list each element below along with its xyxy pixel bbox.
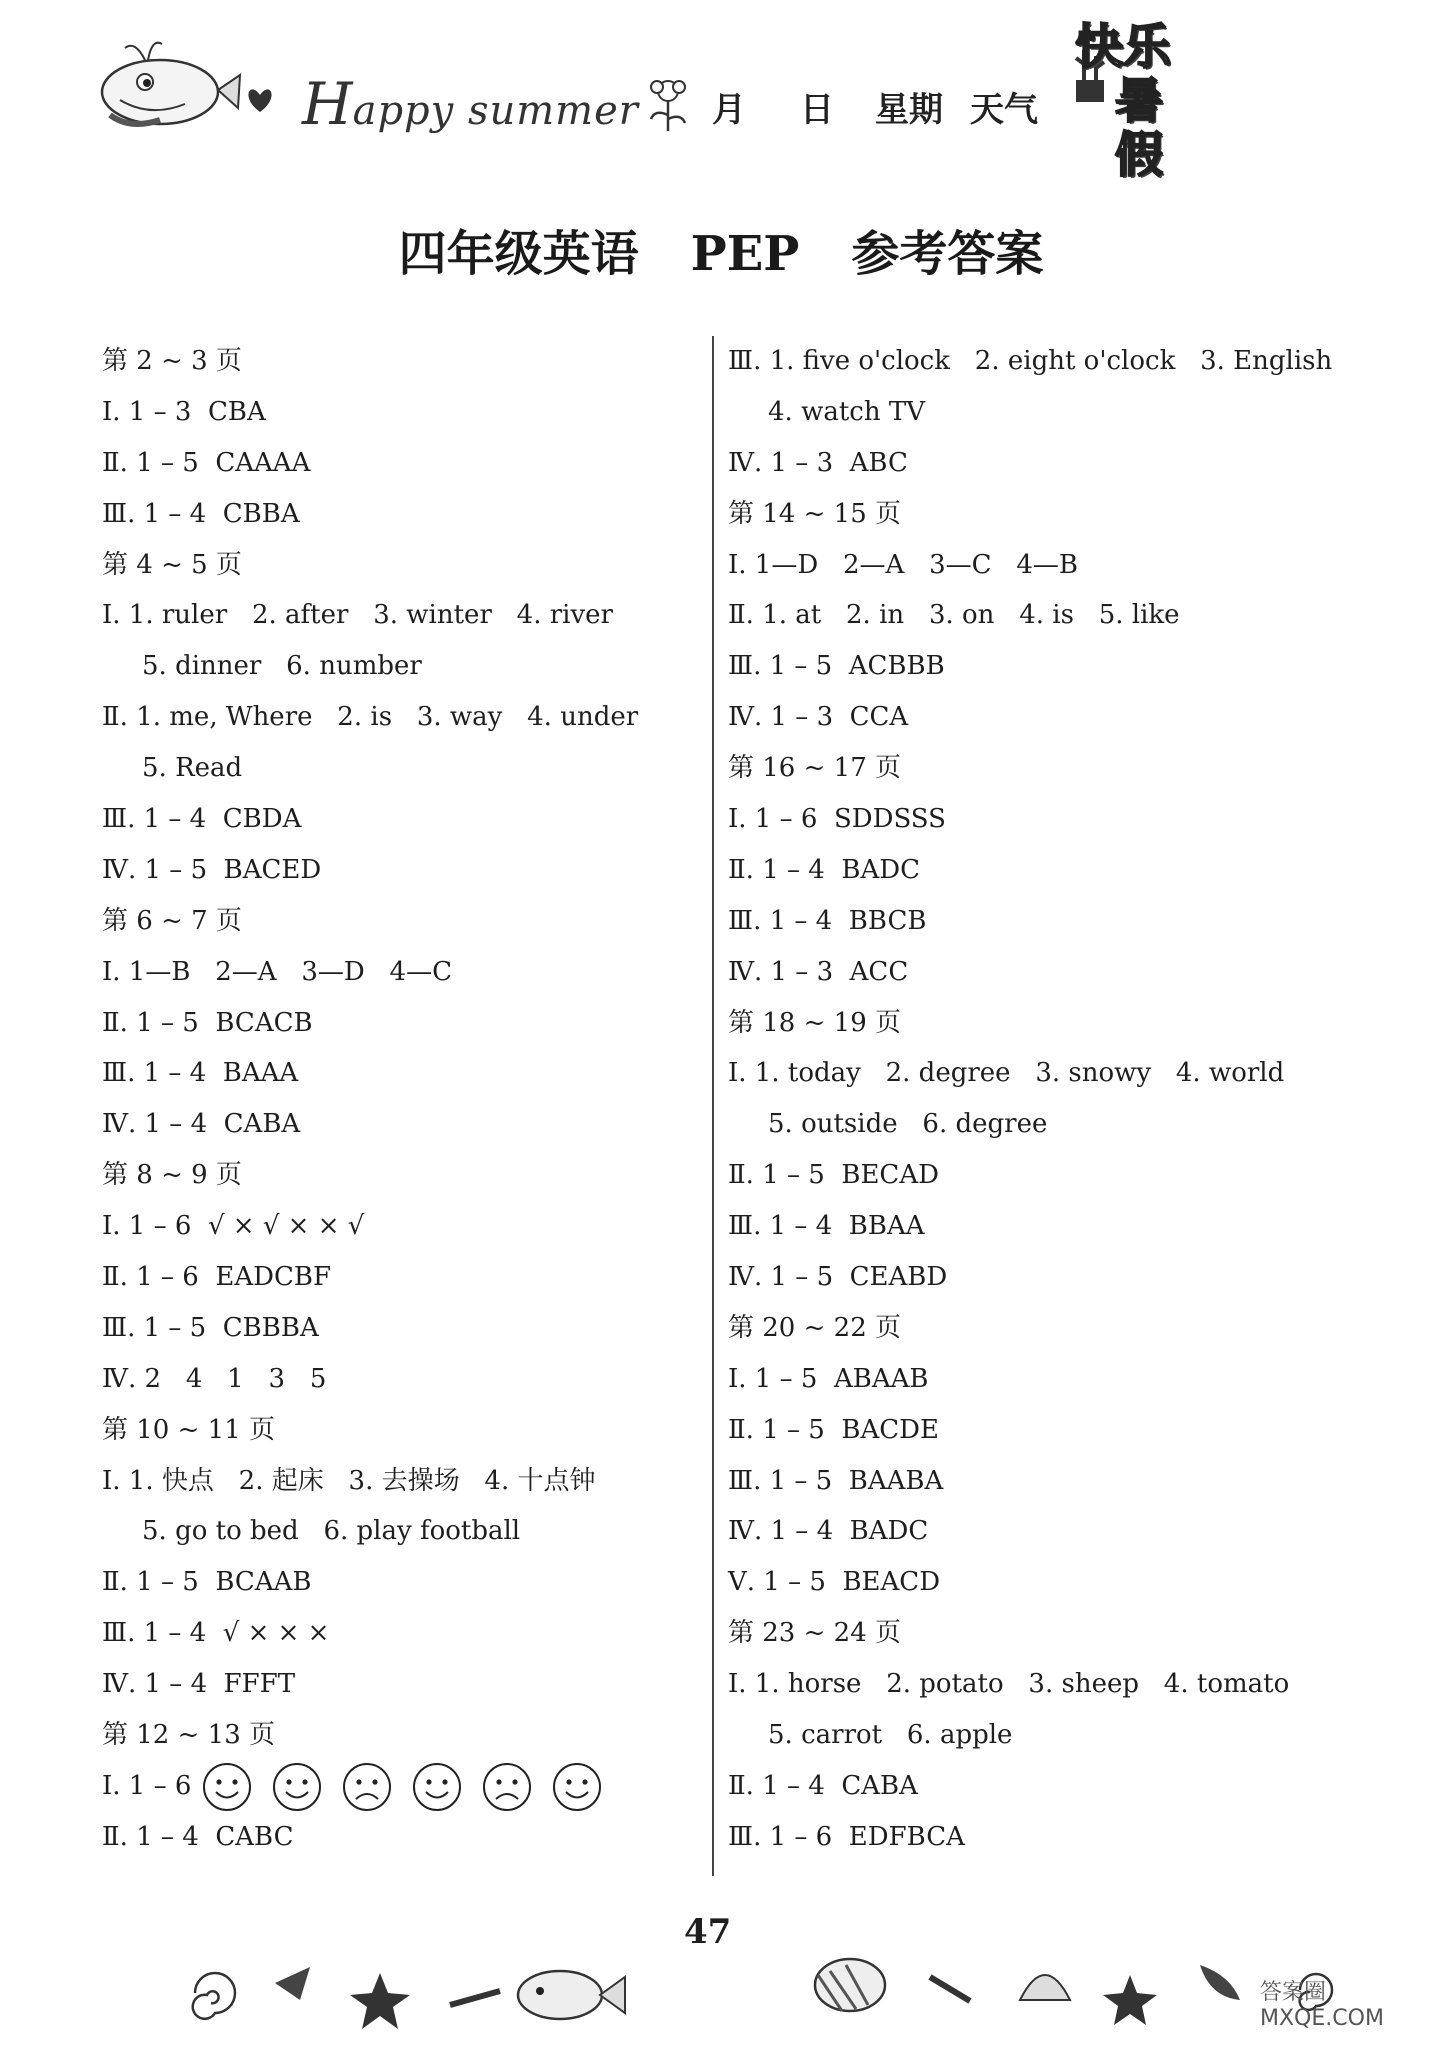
answer-line (102, 336, 692, 387)
page-title (0, 215, 1442, 284)
answer-line (728, 1608, 1328, 1659)
answer-text: Ⅲ. 1 – 5 ACBBB (728, 651, 945, 682)
answer-line (102, 1048, 692, 1099)
answer-line (728, 1405, 1328, 1456)
happy-summer-text: appy summer (352, 88, 639, 134)
answer-text: Ⅲ. 1 – 4 √ × × × (102, 1618, 330, 1649)
answer-line (102, 1557, 692, 1608)
answer-line (728, 1761, 1328, 1812)
answer-text: Ⅲ. 1 – 4 CBBA (102, 498, 300, 529)
answer-line (102, 1506, 692, 1557)
scallop-icon (1020, 1975, 1070, 2000)
answer-line (102, 1710, 692, 1761)
whale-heart-decoration-icon (90, 20, 290, 140)
answer-line (728, 1099, 1328, 1150)
answer-text: Ⅰ. 1. ruler 2. after 3. winter 4. river (102, 600, 613, 631)
answer-text: Ⅰ. 1. horse 2. potato 3. sheep 4. tomato (728, 1669, 1290, 1700)
answer-line (102, 438, 692, 489)
starfish-icon (350, 1973, 410, 2029)
conch-icon-2 (930, 1977, 970, 2001)
answer-text: Ⅰ. 1—B 2—A 3—D 4—C (102, 956, 452, 987)
starfish-icon-2 (1103, 1975, 1157, 2025)
face-answers (201, 1761, 621, 1813)
answer-text: Ⅱ. 1 – 5 BECAD (728, 1160, 939, 1191)
answer-line (102, 1201, 692, 1252)
answer-text: Ⅱ. 1 – 4 BADC (728, 854, 920, 885)
answer-line (728, 1506, 1328, 1557)
answer-text: Ⅱ. 1 – 6 EADCBF (102, 1262, 331, 1293)
answer-line (102, 1761, 692, 1812)
answer-text: Ⅳ. 1 – 3 ABC (728, 447, 908, 478)
answer-line (102, 1812, 692, 1863)
answer-text: Ⅱ. 1. me, Where 2. is 3. way 4. under (102, 702, 639, 733)
answer-text: 5. carrot 6. apple (768, 1720, 1013, 1751)
month-label: 月 (712, 90, 746, 130)
answer-text: 5. outside 6. degree (768, 1109, 1048, 1140)
answer-line (728, 540, 1328, 591)
answer-line (102, 489, 692, 540)
answer-text: 第 23 ~ 24 页 (728, 1618, 902, 1649)
answer-text: 第 18 ~ 19 页 (728, 1007, 902, 1038)
answer-line (102, 1659, 692, 1710)
answer-line (728, 1710, 1328, 1761)
answer-line (102, 743, 692, 794)
title-edition: PEP (690, 226, 800, 282)
smiley-face-icon (201, 1761, 253, 1813)
answer-text: Ⅳ. 2 4 1 3 5 (102, 1363, 327, 1394)
answer-line (102, 590, 692, 641)
answer-line (102, 947, 692, 998)
answer-line (728, 1557, 1328, 1608)
answer-line (728, 641, 1328, 692)
answer-line (102, 998, 692, 1049)
answer-text: Ⅲ. 1 – 6 EDFBCA (728, 1821, 965, 1852)
answer-line (102, 692, 692, 743)
answer-text: Ⅱ. 1 – 5 BACDE (728, 1414, 939, 1445)
answer-text: Ⅲ. 1 – 5 CBBBA (102, 1312, 319, 1343)
flower-icon (645, 75, 691, 135)
answer-line (102, 1405, 692, 1456)
answer-line (102, 1099, 692, 1150)
answer-line (102, 1608, 692, 1659)
answer-text: 5. dinner 6. number (142, 651, 422, 682)
answer-text: Ⅳ. 1 – 4 CABA (102, 1109, 301, 1140)
answer-line (728, 845, 1328, 896)
answer-text: 第 12 ~ 13 页 (102, 1720, 276, 1751)
answer-line (728, 1150, 1328, 1201)
answer-text: Ⅰ. 1—D 2—A 3—C 4—B (728, 549, 1078, 580)
answer-text: 4. watch TV (768, 396, 925, 427)
answer-text: Ⅱ. 1 – 5 BCAAB (102, 1567, 312, 1598)
answer-text: Ⅳ. 1 – 5 CEABD (728, 1262, 948, 1293)
answer-text: Ⅰ. 1 – 6 √ × √ × × √ (102, 1211, 365, 1242)
answer-text: Ⅲ. 1 – 4 BBCB (728, 905, 927, 936)
answer-text: Ⅲ. 1 – 4 BAAA (102, 1058, 299, 1089)
answer-line (728, 336, 1333, 387)
answer-text: 第 6 ~ 7 页 (102, 905, 242, 936)
mussel-icon (1200, 1965, 1240, 2000)
column-divider (712, 336, 714, 1876)
answer-text: 第 8 ~ 9 页 (102, 1160, 242, 1191)
day-label: 日 (800, 90, 834, 130)
right-answer-column (728, 336, 1333, 1863)
smiley-face-icon (411, 1761, 463, 1813)
answer-text: Ⅱ. 1 – 4 CABA (728, 1770, 918, 1801)
answer-text: Ⅳ. 1 – 4 BADC (728, 1516, 929, 1547)
answer-line (728, 489, 1328, 540)
sad-face-icon (341, 1761, 393, 1813)
answer-line (728, 998, 1328, 1049)
answer-text: Ⅱ. 1 – 5 CAAAA (102, 447, 311, 478)
answer-text: Ⅰ. 1 – 3 CBA (102, 396, 266, 427)
sad-face-icon (481, 1761, 533, 1813)
answer-line (102, 540, 692, 591)
answer-text: 5. Read (142, 753, 243, 784)
weather-label: 天气 (970, 90, 1038, 130)
answer-line (728, 743, 1328, 794)
answer-text: Ⅳ. 1 – 3 ACC (728, 956, 909, 987)
answer-line (728, 692, 1328, 743)
answer-text: Ⅲ. 1. five o'clock 2. eight o'clock 3. English (728, 346, 1333, 376)
watermark: 答案圈 MXQE.COM (1260, 1980, 1384, 2031)
answer-line (728, 1659, 1328, 1710)
weekday-label: 星期 (875, 90, 943, 130)
answer-line (728, 1252, 1328, 1303)
answer-text: Ⅲ. 1 – 4 BBAA (728, 1211, 925, 1242)
title-answers: 参考答案 (851, 226, 1044, 282)
answer-line (102, 1252, 692, 1303)
answer-text: 第 4 ~ 5 页 (102, 549, 242, 580)
answer-text: 第 2 ~ 3 页 (102, 346, 242, 376)
answer-line (102, 794, 692, 845)
answer-text: 第 20 ~ 22 页 (728, 1312, 902, 1343)
happy-summer-initial: H (302, 70, 353, 138)
answer-line (728, 590, 1328, 641)
spiral-shell-icon (450, 1991, 500, 2005)
answer-line (102, 387, 692, 438)
answer-line (102, 1150, 692, 1201)
smiley-face-icon (551, 1761, 603, 1813)
answer-line (728, 947, 1328, 998)
answer-text: Ⅲ. 1 – 4 CBDA (102, 804, 302, 835)
answer-text: Ⅰ. 1 – 6 SDDSSS (728, 804, 946, 835)
answer-line (728, 438, 1328, 489)
answer-text: 第 16 ~ 17 页 (728, 753, 902, 784)
answer-text: Ⅳ. 1 – 3 CCA (728, 702, 909, 733)
answer-line (728, 1201, 1328, 1252)
answer-text: Ⅳ. 1 – 4 FFFT (102, 1669, 296, 1700)
answer-text: 5. go to bed 6. play football (142, 1516, 521, 1547)
fish-icon (518, 1971, 625, 2019)
answer-line (728, 896, 1328, 947)
answer-text: 第 14 ~ 15 页 (728, 498, 902, 529)
smiley-face-icon (271, 1761, 323, 1813)
answer-line (728, 1048, 1328, 1099)
title-subject: 四年级英语 (398, 226, 639, 282)
answer-line (728, 1812, 1328, 1863)
answer-line (102, 1456, 692, 1507)
answer-text: Ⅲ. 1 – 5 BAABA (728, 1465, 944, 1496)
answer-line (728, 794, 1328, 845)
answer-line (102, 845, 692, 896)
answer-line (728, 1303, 1328, 1354)
conch-icon (275, 1967, 310, 2000)
answer-text: Ⅳ. 1 – 5 BACED (102, 854, 322, 885)
answer-text: Ⅱ. 1. at 2. in 3. on 4. is 5. like (728, 600, 1180, 631)
answer-text: Ⅴ. 1 – 5 BEACD (728, 1567, 941, 1598)
happy-holiday-logo (1075, 20, 1205, 182)
answer-text: 第 10 ~ 11 页 (102, 1414, 276, 1445)
answer-line (102, 896, 692, 947)
answer-text: Ⅰ. 1. 快点 2. 起床 3. 去操场 4. 十点钟 (102, 1465, 596, 1496)
answer-line (728, 1354, 1328, 1405)
tropical-fish-icon (815, 1959, 885, 2011)
happy-summer-script (302, 70, 639, 138)
page-number: 47 (684, 1912, 732, 1952)
answer-text: Ⅰ. 1 – 5 ABAAB (728, 1363, 929, 1394)
logo-line-2: 暑假 (1115, 73, 1164, 183)
answer-text: Ⅰ. 1 – 6 (102, 1770, 192, 1801)
answer-line (728, 387, 1328, 438)
answer-line (102, 1303, 692, 1354)
logo-line-1: 快乐 (1075, 19, 1172, 75)
answer-line (102, 1354, 692, 1405)
answer-line (728, 1456, 1328, 1507)
answer-text: Ⅰ. 1. today 2. degree 3. snowy 4. world (728, 1058, 1285, 1089)
shell-icon (193, 1973, 235, 2019)
left-answer-column (102, 336, 692, 1863)
answer-text: Ⅱ. 1 – 5 BCACB (102, 1007, 313, 1038)
answer-line (102, 641, 692, 692)
answer-text: Ⅱ. 1 – 4 CABC (102, 1821, 294, 1852)
